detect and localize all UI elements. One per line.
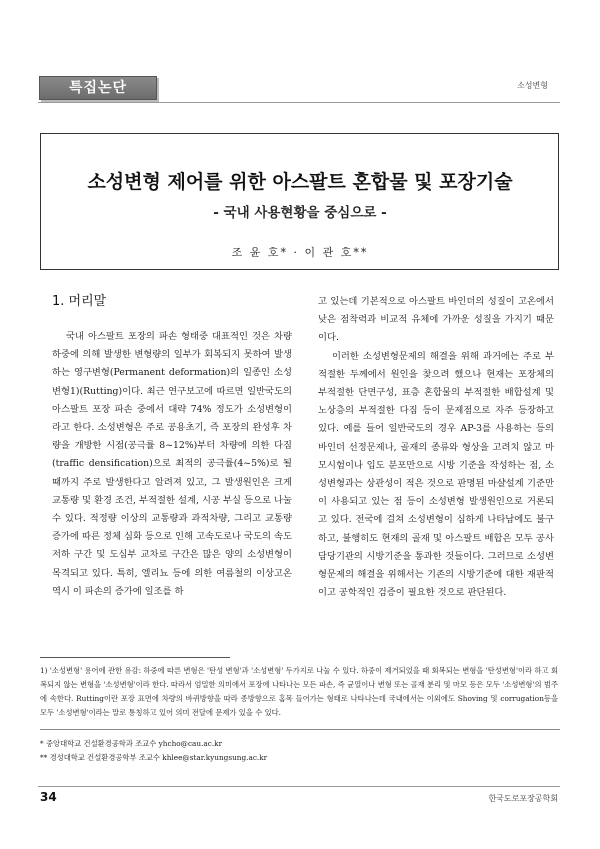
paragraph: 국내 아스팔트 포장의 파손 형태중 대표적인 것은 차량하중에 의해 발생한 변형량의 일부가 회복되지 못하여 발생하는 영구변형(Permanent deformation)의 일종인 소성변형1)(Rutting)이다. 최근 연구보고에 따르면 일반국도의 아스팔트 포장 파손 중에서 대략 74% 정도가 소성변형이 라고 한다. 소성변형은 주로 공용초기, 즉 포장의 완성후 차량을 개방한 시점(공극률 8~12%)부터 차량에 의한 다짐(traffic densification)으로 최적의 공극률(4~5%)로 될 때까지 주로 발생한다고 알려져 있고, 그 발생원인은 크게 교통량 및 환경 조건, 부적절한 설계, 시공 부실 등으로 나눌 수 있다. 적정량 이상의 교통량과 과적차량, 그리고 교통량 증가에 따른 정체 심화 등으로 인해 고속도로나 국도의 속도저하 구간 및 도심부 교차로 구간은 많은 양의 소성변형이 목격되고 있다. 특히, 엘리뇨 등에 의한 여름철의 이상고온 역시 이 파손의 증가에 일조를 하 (52, 331, 292, 597)
article-title: 소성변형 제어를 위한 아스팔트 혼합물 및 포장기술 (87, 171, 513, 193)
footnote-1: 1) '소성변형' 용어에 관한 유감: 하중에 따른 변형은 '탄성 변형'과 '소성변형' 두가지로 나눌 수 있다. 하중이 제거되었을 때 회복되는 변형을 '탄성변형'이라 하고 회복되지 않는 변형을 '소성변형'이라 한다. 따라서 엄밀한 의미에서 포장에 나타나는 모든 파손, 즉 균열이나 변형 또는 골재 분리 및 마모 등은 모두 '소성변형'의 범주에 속한다. Rutting이란 포장 표면에 차량의 바퀴방향을 따라 종방향으로 홈목 들어가는 형태로 나타나는데 국내에서는 이외에도 Shoving 및 corrugation등을 모두 '소성변형'이라는 말로 통칭하고 있어 의미 전달에 문제가 있을 수 있다. (40, 666, 558, 717)
section-tag: 특집논단 (39, 76, 157, 100)
affiliation-divider (40, 729, 560, 730)
footnote-divider (40, 657, 230, 658)
left-column (52, 328, 292, 601)
paragraph: 이러한 소성변형문제의 해결을 위해 과거에는 주로 부적절한 두께에서 원인을 찾으려 했으나 현재는 포장체의 부적절한 단면구성, 표층 혼합물의 부적절한 배합설계 및 노상층의 부적절한 다짐 등이 문제점으로 자주 등장하고 있다. 예를 들어 일반국도의 경우 AP-3를 사용하는 등의 바인더 선정문제나, 골재의 종류와 형상을 고려치 않고 마모시험이나 입도 분포만으로 시방 기준을 작성하는 점, 소성변형과는 상관성이 적은 것으로 판명된 마샬설계 기준만이 사용되고 있는 점 등이 소성변형 발생원인으로 거론되고 있다. 전국에 걸쳐 소성변형이 심하게 나타남에도 불구하고, 불행히도 현재의 골재 및 아스팔트 배합은 모두 공사 담당기관의 시방기준을 통과한 것들이다. 그러므로 소성변형문제의 해결을 위해서는 기존의 시방기준에 대한 재판적이고 공학적인 검증이 필요한 것으로 판단된다. (318, 350, 554, 599)
affiliation-1: * 중앙대학교 건설환경공학과 조교수 yhcho@cau.ac.kr (40, 739, 223, 748)
header-divider (38, 102, 560, 103)
running-head: 소성변형 (517, 81, 548, 90)
paragraph: 고 있는데 기본적으로 아스팔트 바인더의 성질이 고온에서 낮은 점착력과 비교적 유체에 가까운 성질을 가지기 때문이다. (318, 296, 554, 344)
affiliation-2: ** 경성대학교 건설환경공학부 조교수 khlee@star.kyungsung.ac.kr (40, 753, 268, 762)
article-authors: 조 윤 호* · 이 관 호** (231, 246, 369, 259)
article-subtitle: - 국내 사용현황을 중심으로 - (213, 205, 387, 221)
section-heading: 1. 머리말 (52, 294, 107, 309)
footer-divider (38, 786, 560, 787)
page-number: 34 (40, 790, 57, 804)
publisher-name: 한국도로포장공학회 (488, 794, 558, 803)
right-column (318, 293, 554, 602)
